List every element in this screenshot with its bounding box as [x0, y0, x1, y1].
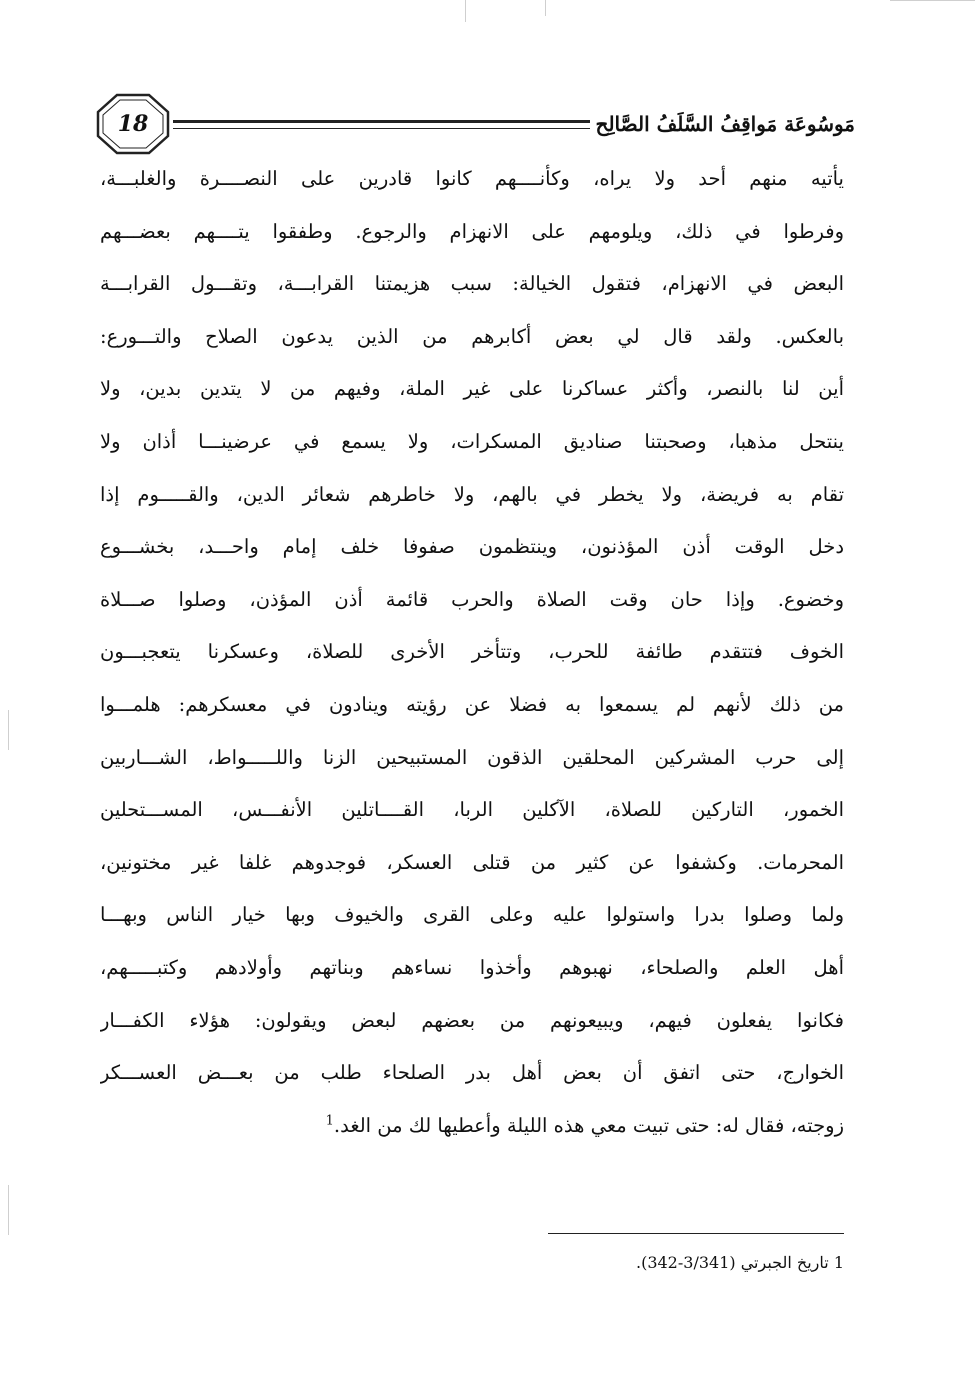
text-line: ينتحل مذهبا، وصحبتنا صناديق المسكرات، ولا يسمع في عرضينـــا أذان ولا: [100, 429, 844, 453]
text-line: إلى حرب المشركين المحلقين الذقون المستبيحين الزنا واللـــــواط، الشـــاربين: [100, 745, 844, 769]
body-text: [100, 153, 844, 1152]
scan-artifact: [8, 710, 9, 750]
text-line: ولما وصلوا بدرا واستولوا عليه وعلى القرى والخيوف وبها خيار الناس وبهـــا: [100, 903, 844, 927]
footnote: [400, 1248, 844, 1278]
book-title: مَوسُوعَة مَواقِفُ السَّلَفُ الصَّالِح: [595, 112, 855, 136]
text-line: دخل الوقت أذن المؤذنون، وينتظمون صفوفا خلف إمام واحـــد، بخشـــوع: [100, 535, 844, 559]
text-line: وخضوع. وإذا حان وقت الصلاة والحرب قائمة أذن المؤذن، وصلوا صـــلاة: [100, 587, 844, 611]
page-header: [95, 92, 855, 162]
page-number: 18: [117, 111, 149, 137]
footnote-reference[interactable]: 1: [325, 1113, 334, 1129]
text-line: الخمور، التاركين للصلاة، الآكلين الربا، القــــاتلين الأنفـــس، المســـتحلين: [100, 798, 844, 822]
scan-artifact: [890, 0, 975, 1]
text-line: زوجته، فقال له: حتى تبيت معي هذه الليلة وأعطيها لك من الغد.: [333, 1113, 844, 1137]
text-line-last: [100, 1100, 844, 1153]
text-line: المحرمات. وكشفوا عن كثير من قتلى العسكر، فوجدوهم غلفا غير مختونين،: [100, 850, 844, 874]
footnote-text: تاريخ الجبرتي (3/341-342).: [635, 1253, 829, 1272]
header-divider-thin: [173, 128, 590, 129]
header-divider: [173, 120, 590, 123]
text-line: الخوارج، حتى اتفق أن بعض أهل بدر الصلحاء طلب من بعـــض العســـكر: [100, 1061, 844, 1085]
footnote-divider: [548, 1233, 844, 1234]
text-line: من ذلك لأنهم لم يسمعوا به فضلا عن رؤيته وينادون في معسكرهم: هلمـــوا: [100, 692, 844, 716]
text-line: يأتيه منهم أحد ولا يراه، وكأنــــهم كانوا قادرين على النصــــرة والغلبـــة،: [100, 167, 844, 190]
page-number-badge: [95, 92, 171, 156]
text-line: فكانوا يفعلون فيهم، ويبيعونهم من بعضهم لبعض ويقولون: هؤلاء الكفـــار: [100, 1008, 844, 1032]
text-line: البعض في الانهزام، فتقول الخيالة: سبب هزيمتنا القرابـــة، وتقـــول القرابـــة: [100, 272, 844, 296]
text-line: بالعكس. ولقد قال لي بعض أكابرهم من الذين يدعون الصلاح والتـــورع:: [100, 324, 844, 348]
text-line: أهل العلم والصلحاء، نهبوهم وأخذوا نساءهم وبناتهم وأولادهم وكتبـــــهم،: [100, 955, 844, 979]
scan-artifact: [8, 1185, 9, 1235]
text-line: وفرطوا في ذلك، ويلومهم على الانهزام والرجوع. وطفقوا يتــــهم بعضـــهم: [100, 219, 844, 243]
scan-artifact: [545, 0, 546, 16]
text-line: الخوف فتتقدم طائفة للحرب، وتتأخر الأخرى للصلاة، وعسكرنا يتعجبـــون: [100, 640, 844, 664]
text-line: أين لنا بالنصر، وأكثر عساكرنا على غير الملة، وفيهم من لا يتدين بدين، ولا: [100, 377, 844, 401]
text-line: تقام به فريضة، ولا يخطر في بالهم، ولا خاطرهم شعائر الدين، والقـــــوم إذا: [100, 482, 844, 506]
scan-artifact: [465, 0, 466, 22]
footnote-number: 1: [833, 1253, 844, 1272]
